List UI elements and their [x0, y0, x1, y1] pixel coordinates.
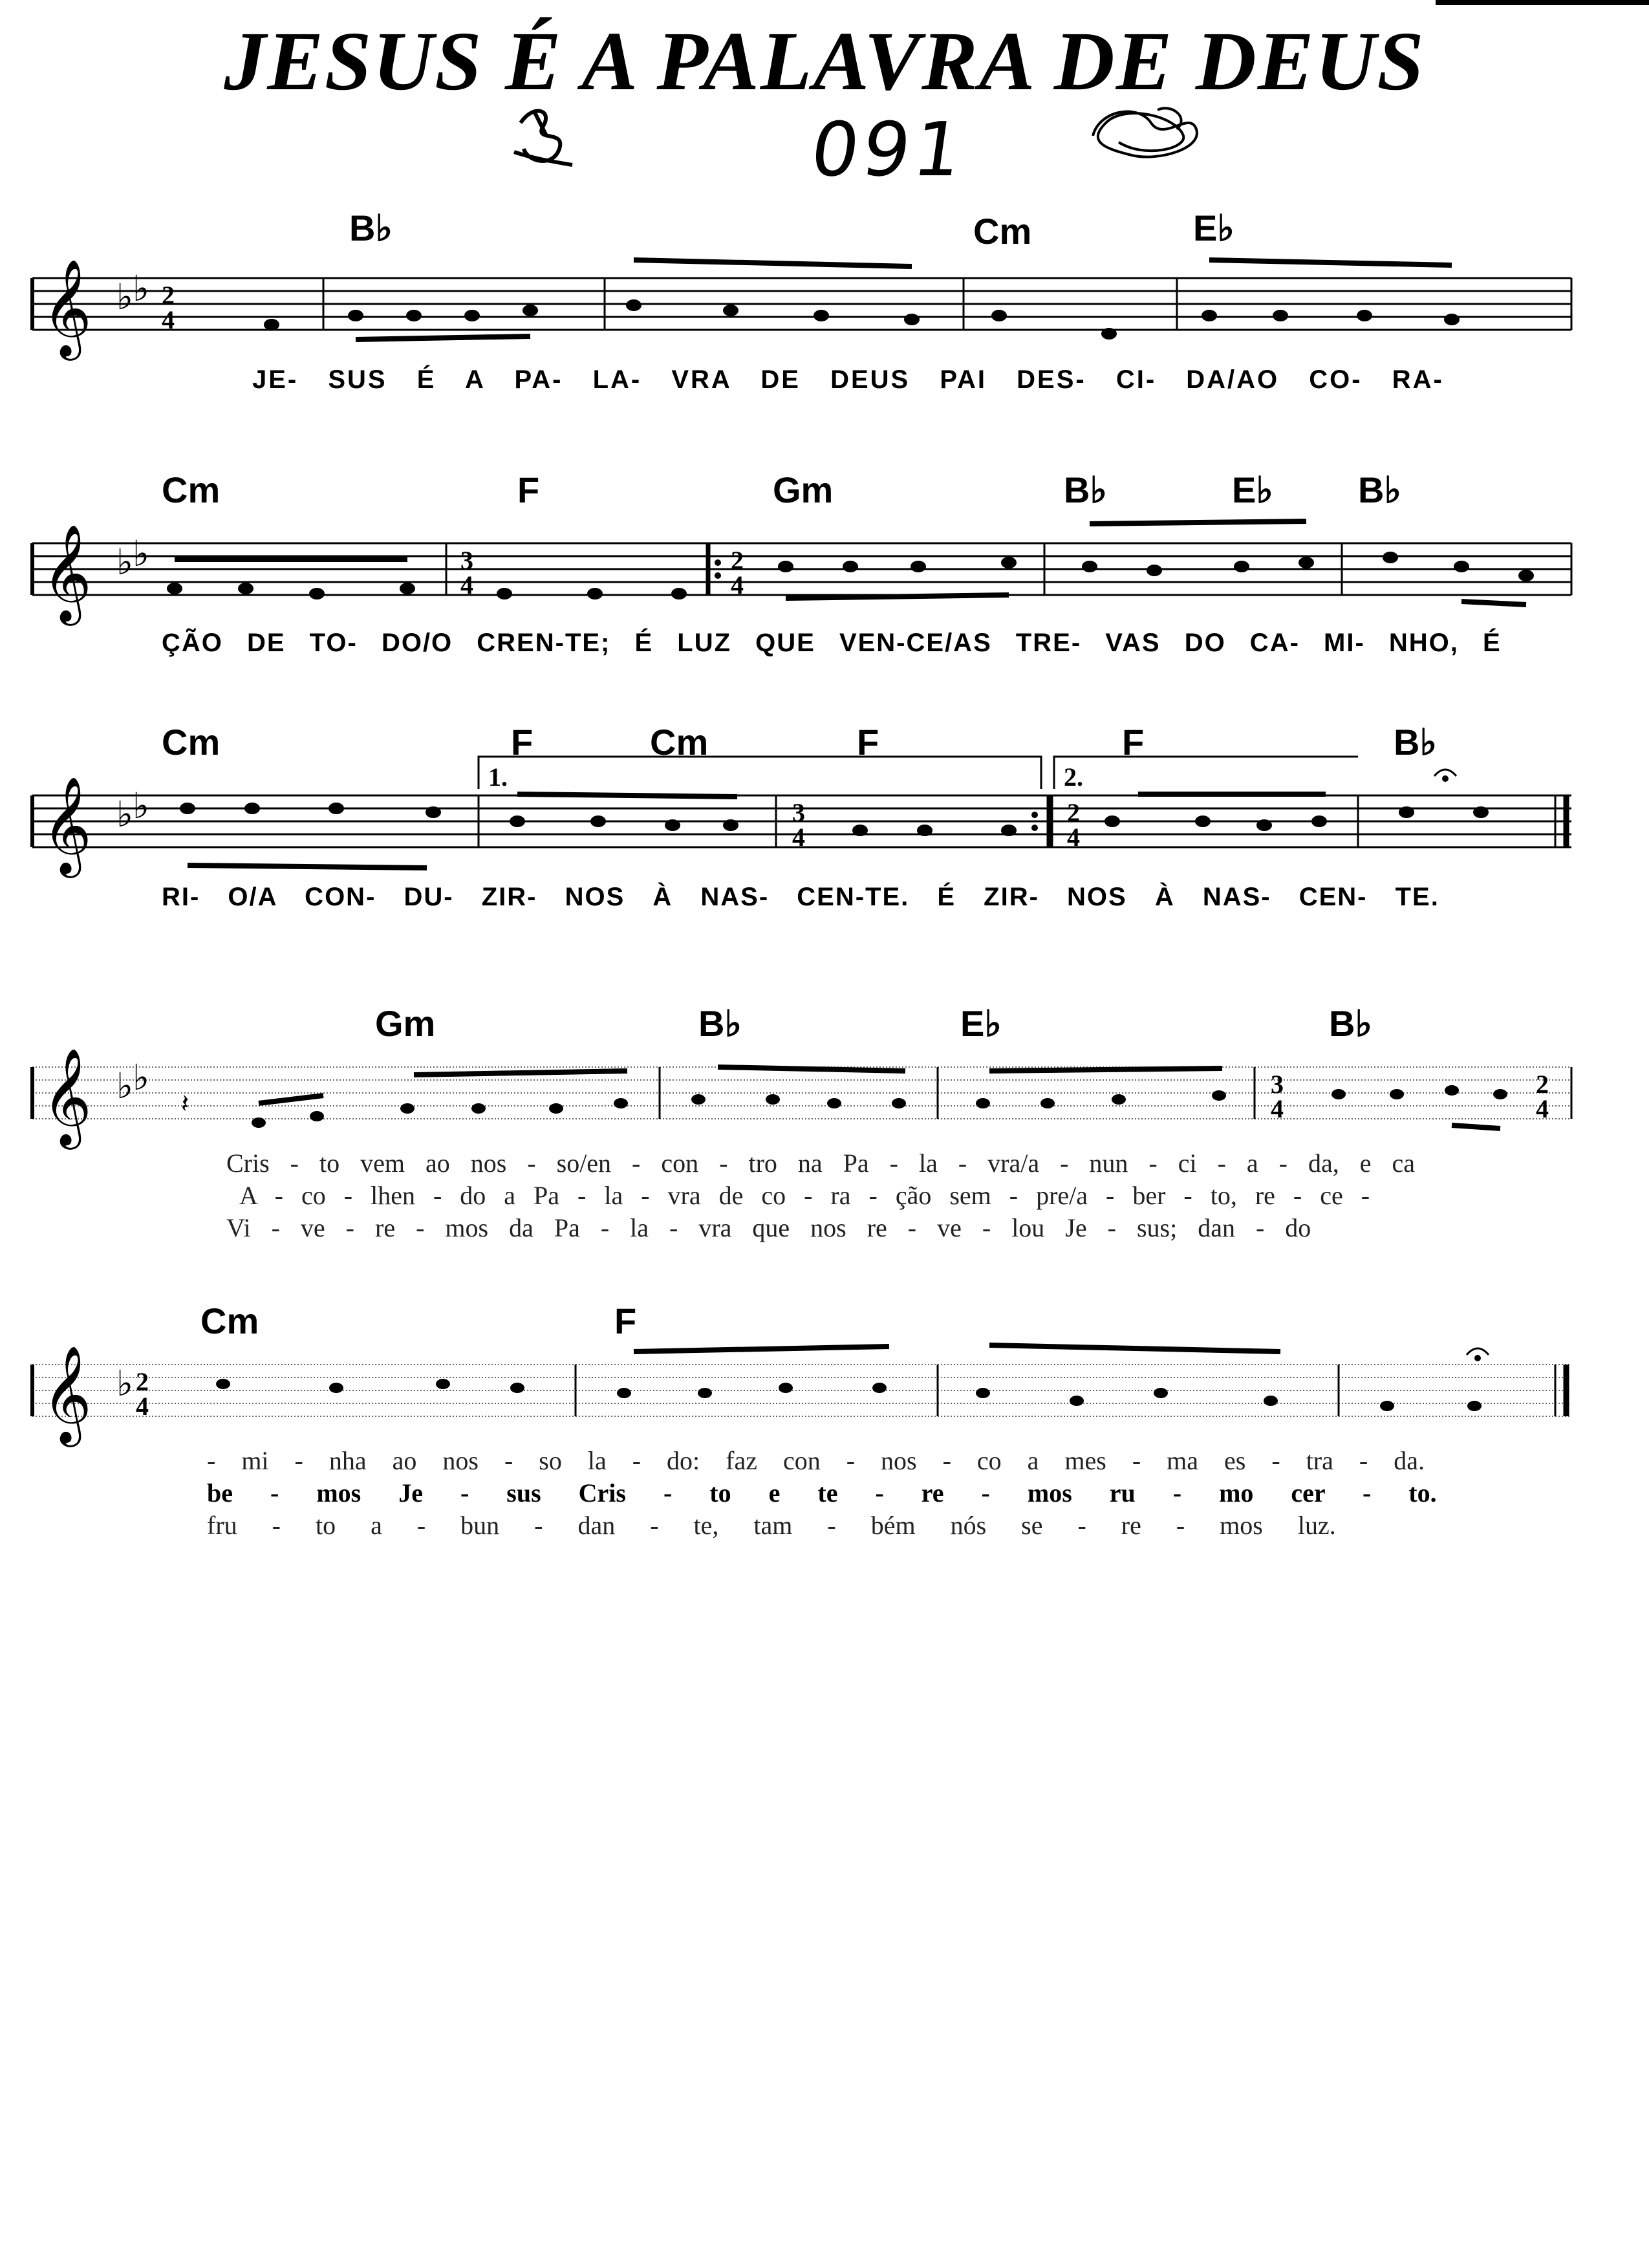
- top-rule: [1436, 0, 1649, 5]
- svg-text:4: 4: [162, 305, 175, 334]
- svg-text:3: 3: [1271, 1070, 1284, 1099]
- chord-symbol: Cm: [973, 211, 1032, 252]
- svg-text:♭: ♭: [116, 1066, 133, 1106]
- handwritten-scribble-right: [1080, 97, 1209, 168]
- svg-text:4: 4: [792, 823, 805, 852]
- chord-symbol: F: [857, 722, 879, 762]
- lyrics-line: ÇÃO DE TO- DO/O CREN-TE; É LUZ QUE VEN-CE/AS TRE- VAS DO CA- MI- NHO, É: [162, 629, 1502, 657]
- svg-text:4: 4: [136, 1392, 149, 1421]
- svg-text:3: 3: [460, 546, 473, 575]
- svg-text:3: 3: [792, 798, 805, 827]
- svg-text:𝄞: 𝄞: [42, 779, 92, 872]
- chord-symbol: B♭: [1394, 722, 1437, 762]
- chord-symbol: Cm: [162, 722, 221, 762]
- chord-symbol: Cm: [650, 722, 709, 762]
- svg-text:4: 4: [460, 570, 473, 599]
- svg-text:𝄞: 𝄞: [42, 1348, 92, 1442]
- staff-system-4: [0, 989, 1649, 1261]
- chord-symbol: B♭: [349, 208, 393, 248]
- verse-line-2: be - mos Je - sus Cris - to e te - re - mos ru - mo cer - to.: [207, 1478, 1437, 1507]
- music-staff: [0, 1326, 1649, 1455]
- chord-symbol: F: [614, 1301, 637, 1341]
- svg-text:♭: ♭: [116, 1364, 133, 1403]
- chord-symbol: F: [511, 722, 534, 762]
- svg-text:2: 2: [162, 281, 175, 310]
- staff-system-3: [0, 711, 1649, 925]
- ending-label: 2.: [1064, 762, 1083, 792]
- chord-symbol: E♭: [960, 1003, 1002, 1044]
- chord-symbol: B♭: [1064, 470, 1107, 510]
- chord-symbol: B♭: [1329, 1003, 1372, 1044]
- svg-text:2: 2: [1536, 1070, 1549, 1099]
- staff-system-1: [0, 194, 1649, 401]
- svg-text:♭: ♭: [116, 795, 133, 834]
- ending-label: 1.: [488, 762, 508, 792]
- chord-symbol: Gm: [773, 470, 834, 510]
- svg-text:2: 2: [731, 546, 744, 575]
- verse-line-3: fru - to a - bun - dan - te, tam - bém nós se - re - mos luz.: [207, 1511, 1336, 1540]
- svg-text:2: 2: [1067, 798, 1080, 827]
- chord-symbol: B♭: [1358, 470, 1401, 510]
- svg-text:♭: ♭: [133, 786, 149, 826]
- music-staff: [0, 750, 1649, 892]
- svg-text:2: 2: [136, 1367, 149, 1396]
- svg-text:♭: ♭: [133, 1058, 149, 1097]
- svg-text:4: 4: [1067, 823, 1080, 852]
- verse-line-2: A - co - lhen - do a Pa - la - vra de co - ra - ção sem - pre/a - ber - to, re - ce -: [239, 1181, 1370, 1210]
- chord-symbol: E♭: [1193, 208, 1234, 248]
- staff-system-5: [0, 1287, 1649, 1559]
- chord-symbol: F: [517, 470, 540, 510]
- handwritten-scribble-left: [508, 97, 579, 175]
- chord-symbol: Cm: [162, 470, 221, 510]
- chord-symbol: B♭: [698, 1003, 742, 1044]
- verse-line-1: - mi - nha ao nos - so la - do: faz con - nos - co a mes - ma es - tra - da.: [207, 1446, 1425, 1475]
- svg-text:4: 4: [731, 570, 744, 599]
- svg-text:♭: ♭: [116, 543, 133, 582]
- svg-text:4: 4: [1271, 1094, 1284, 1123]
- handwritten-number: 091: [805, 107, 971, 193]
- music-staff: [0, 1028, 1649, 1158]
- chord-symbol: Gm: [375, 1003, 436, 1044]
- verse-line-3: Vi - ve - re - mos da Pa - la - vra que nos re - ve - lou Je - sus; dan - do: [226, 1213, 1311, 1242]
- chord-symbol: Cm: [200, 1301, 259, 1341]
- music-staff: [0, 504, 1649, 634]
- svg-text:♭: ♭: [133, 534, 149, 574]
- svg-text:𝄽: 𝄽: [181, 1089, 189, 1118]
- svg-text:♭: ♭: [116, 277, 133, 317]
- svg-text:𝄞: 𝄞: [42, 527, 92, 620]
- svg-text:𝄞: 𝄞: [42, 262, 92, 355]
- music-staff: [0, 239, 1649, 369]
- staff-system-2: [0, 459, 1649, 666]
- svg-text:4: 4: [1536, 1094, 1549, 1123]
- svg-text:𝄞: 𝄞: [42, 1051, 92, 1144]
- chord-symbol: E♭: [1232, 470, 1273, 510]
- page-title: JESUS É A PALAVRA DE DEUS: [224, 15, 1425, 108]
- verse-line-1: Cris - to vem ao nos - so/en - con - tro na Pa - la - vra/a - nun - ci - a - da, e ca: [226, 1149, 1416, 1178]
- chord-symbol: F: [1122, 722, 1145, 762]
- lyrics-line: RI- O/A CON- DU- ZIR- NOS À NAS- CEN-TE. É ZIR- NOS À NAS- CEN- TE.: [162, 883, 1439, 911]
- lyrics-line: JE- SUS É A PA- LA- VRA DE DEUS PAI DES- CI- DA/AO CO- RA-: [252, 365, 1444, 394]
- svg-text:♭: ♭: [133, 269, 149, 308]
